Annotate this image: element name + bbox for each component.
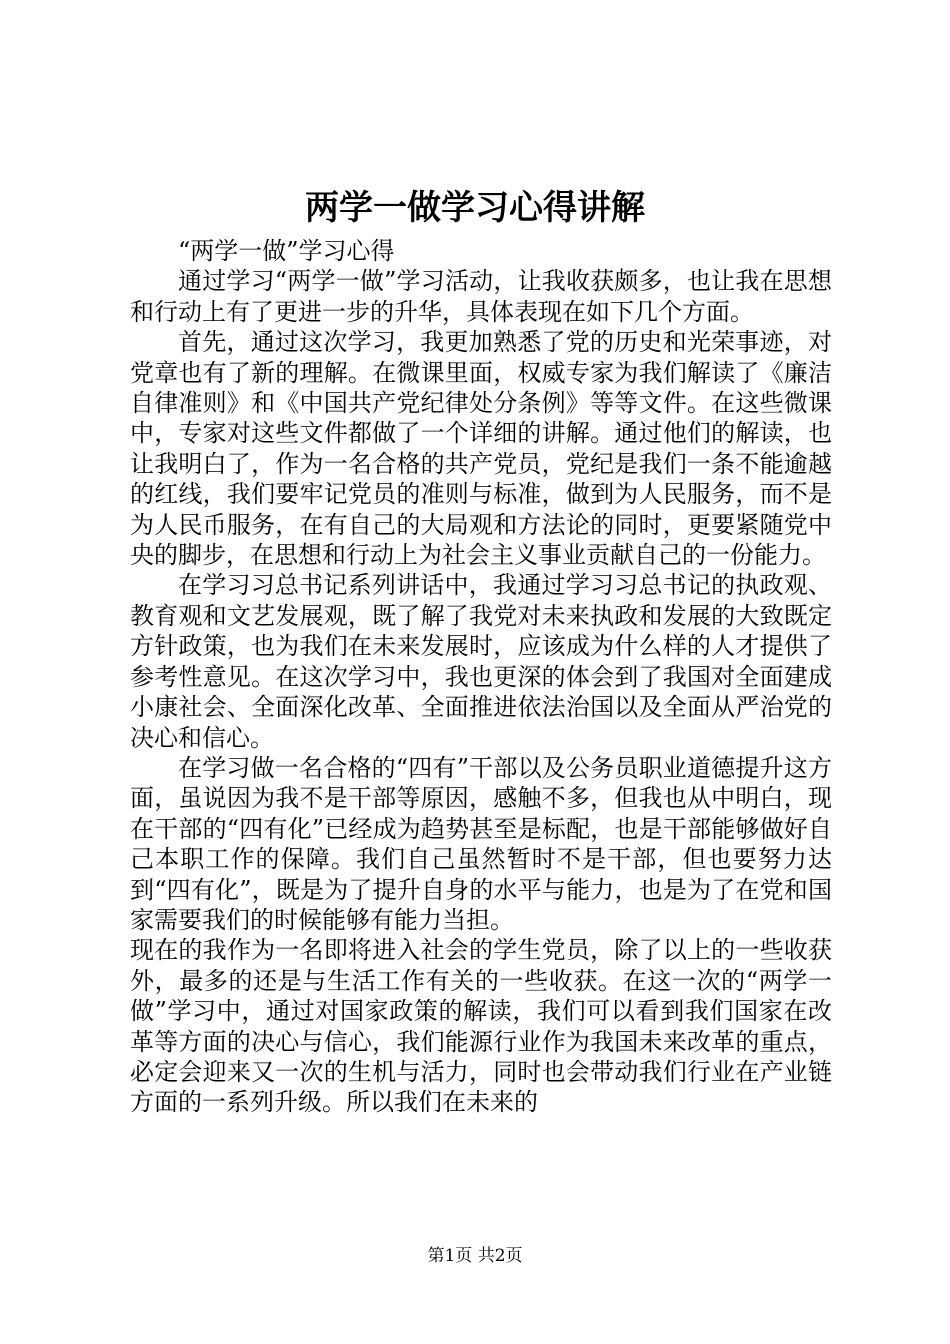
paragraph-four-haves: 在学习做一名合格的“四有”干部以及公务员职业道德提升这方面，虽说因为我不是干部等原因，感触不多，但我也从中明白，现在干部的“四有化”已经成为趋势甚至是标配，也是干部能够做好自己本职工作的保障。我们自己虽然暂时不是干部，但也要努力达到“四有化”，既是为了提升自身的水平与能力，也是为了在党和国家需要我们的时候能够有能力当担。 bbox=[130, 753, 832, 934]
paragraph-intro: 通过学习“两学一做”学习活动，让我收获颇多，也让我在思想和行动上有了更进一步的升华，具体表现在如下几个方面。 bbox=[130, 267, 832, 326]
document-body bbox=[130, 236, 832, 1118]
paragraph-subtitle: “两学一做”学习心得 bbox=[178, 237, 395, 265]
paragraph-student-member: 现在的我作为一名即将进入社会的学生党员，除了以上的一些收获外，最多的还是与生活工作有关的一些收获。在这一次的“两学一做”学习中，通过对国家政策的解读，我们可以看到我们国家在改革等方面的决心与信心，我们能源行业作为我国未来改革的重点，必定会迎来又一次的生机与活力，同时也会带动我们行业在产业链方面的一系列升级。所以我们在未来的 bbox=[130, 936, 832, 1117]
page-footer: 第1页 共2页 bbox=[427, 1246, 523, 1266]
paragraph-first: 首先，通过这次学习，我更加熟悉了党的历史和光荣事迹，对党章也有了新的理解。在微课里面，权威专家为我们解读了《廉洁自律准则》和《中国共产党纪律处分条例》等等文件。在这些微课中，专家对这些文件都做了一个详细的讲解。通过他们的解读，也让我明白了，作为一名合格的共产党员，党纪是我们一条不能逾越的红线，我们要牢记党员的准则与标准，做到为人民服务，而不是为人民币服务，在有自己的大局观和方法论的同时，更要紧随党中央的脚步，在思想和行动上为社会主义事业贡献自己的一份能力。 bbox=[130, 328, 832, 570]
document-title: 两学一做学习心得讲解 bbox=[305, 188, 645, 228]
paragraph-speeches: 在学习习总书记系列讲话中，我通过学习习总书记的执政观、教育观和文艺发展观，既了解了我党对未来执政和发展的大致既定方针政策，也为我们在未来发展时，应该成为什么样的人才提供了参考性意见。在这次学习中，我也更深的体会到了我国对全面建成小康社会、全面深化改革、全面推进依法治国以及全面从严治党的决心和信心。 bbox=[130, 571, 832, 752]
